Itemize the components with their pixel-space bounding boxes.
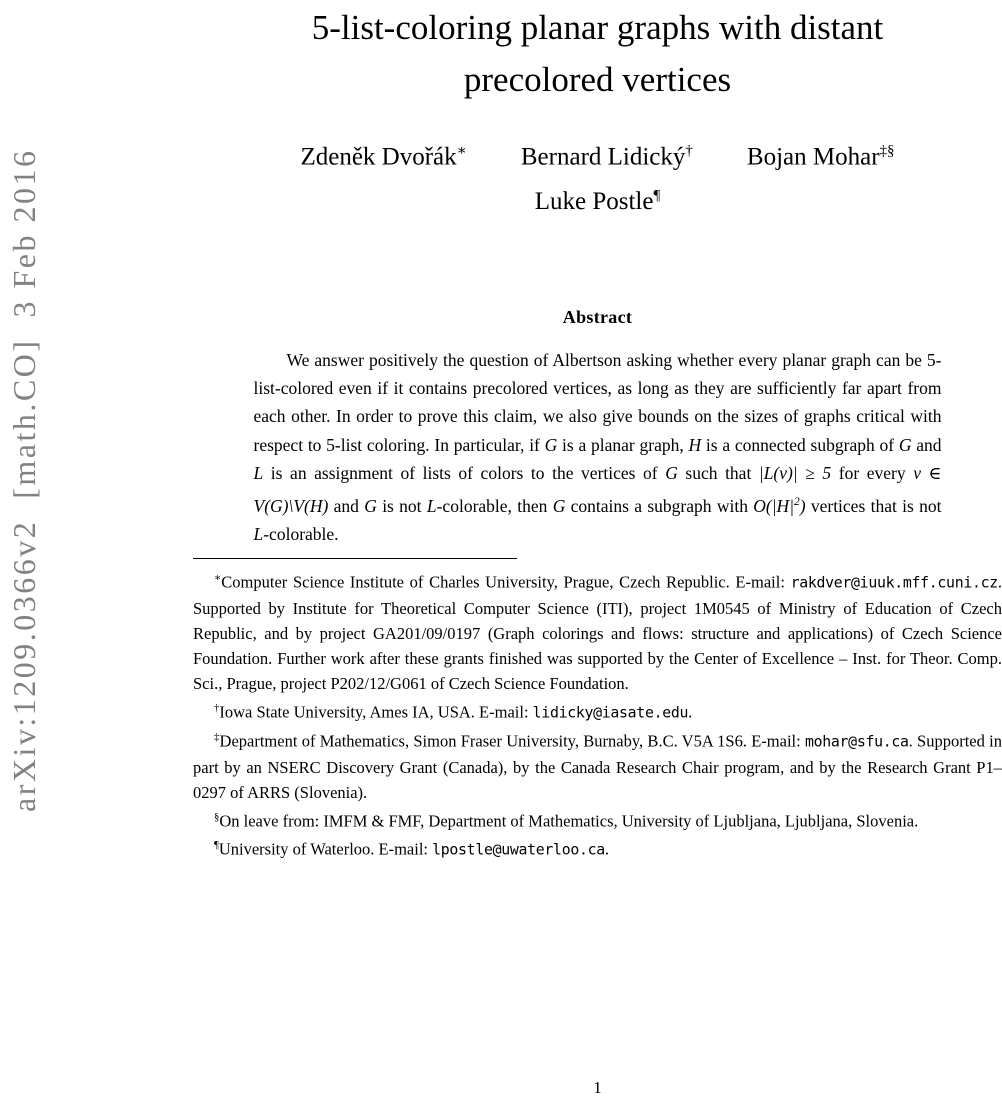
author-name: Luke Postle <box>534 187 654 215</box>
abstract-heading: Abstract <box>562 306 633 327</box>
author-footnote-marker: ‡§ <box>879 143 895 159</box>
author-footnote-marker: ∗ <box>456 143 467 159</box>
author-postle <box>535 188 661 215</box>
author-mohar <box>747 132 895 176</box>
footnote-lidicky: †Iowa State University, Ames IA, USA. E-mail: lidicky@iasate.edu. <box>214 701 693 722</box>
footnote-mohar: ‡Department of Mathematics, Simon Fraser University, Burnaby, B.C. V5A 1S6. E-mail: mohar@sfu.ca. Supported in part by an NSERC Discovery Grant (Canada), by the Canada Research Chair program, and by the Research Grant P1–0297 of ARRS (Slovenia). <box>193 731 1002 802</box>
footnote-mohar-leave: §On leave from: IMFM & FMF, Department of Mathematics, University of Ljubljana, Ljubljana, Slovenia. <box>214 810 919 831</box>
arxiv-watermark: arXiv:1209.0366v2 [math.CO] 3 Feb 2016 <box>6 148 42 812</box>
footnote-dvorak: ∗Computer Science Institute of Charles University, Prague, Czech Republic. E-mail: rakdver@iuuk.mff.cuni.cz. Supported by Institute for Theoretical Computer Science (ITI), project 1M0545 of Ministry of Education of Czech Republic, and by project GA201/09/0197 (Graph colorings and flows: structure and applications) of Czech Science Foundation. Further work after these grants finished was supported by the Center of Excellence – Inst. for Theor. Comp. Sci., Prague, project P202/12/G061 of Czech Science Foundation. <box>193 572 1002 693</box>
abstract-text: We answer positively the question of Albertson asking whether every planar graph can be 5-list-colored even if it contains precolored vertices, as long as they are sufficiently far apart from each other. In order to prove this claim, we also give bounds on the sizes of graphs critical with respect to 5-list coloring. In particular, if G is a planar graph, H is a connected subgraph of G and L is an assignment of lists of colors to the vertices of G such that |L(v)| ≥ 5 for every v ∈ V(G)\V(H) and G is not L-colorable, then G contains a subgraph with $O(|H|^2)$ vertices that is not L-colorable. <box>253 349 942 544</box>
author-footnote-marker: ¶ <box>653 187 661 204</box>
author-lidicky <box>521 132 693 176</box>
author-footnote-marker: † <box>685 143 693 159</box>
title-line-1: 5-list-coloring planar graphs with distant <box>311 8 884 47</box>
page-number: 1 <box>593 1078 602 1097</box>
paper-content <box>193 0 1002 1105</box>
author-dvorak <box>300 132 466 176</box>
paper-title <box>193 0 1002 106</box>
footnote-rule <box>193 558 517 559</box>
author-name: Bojan Mohar <box>746 143 880 171</box>
author-name: Zdeněk Dvořák <box>300 143 457 171</box>
authors-row-2 <box>193 176 1002 220</box>
author-name: Bernard Lidický <box>520 143 686 171</box>
footnotes-block <box>193 566 1002 863</box>
footnote-postle: ¶University of Waterloo. E-mail: lpostle@uwaterloo.ca. <box>214 839 609 859</box>
authors-row <box>193 132 1002 176</box>
title-line-2: precolored vertices <box>463 60 732 99</box>
